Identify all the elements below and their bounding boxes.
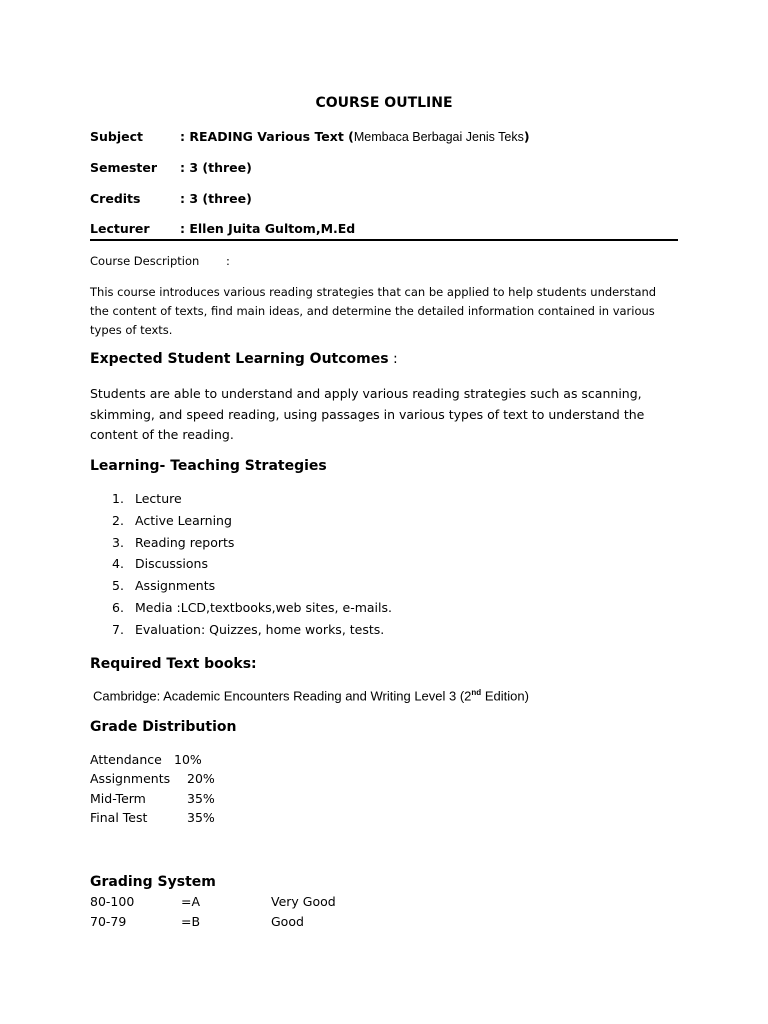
- header-divider: [90, 239, 678, 241]
- outcomes-heading-text: Expected Student Learning Outcomes: [90, 351, 389, 367]
- list-item-text: Evaluation: Quizzes, home works, tests.: [135, 621, 385, 637]
- grade-description: Very Good: [271, 894, 336, 909]
- table-row: [90, 894, 490, 914]
- semester-value: : 3 (three): [180, 160, 252, 175]
- table-row: [90, 752, 390, 771]
- course-description-label: Course Description: [90, 254, 200, 268]
- grade-component: Final Test: [90, 809, 148, 825]
- grade-description: Good: [271, 914, 304, 929]
- list-item-number: 6.: [112, 599, 124, 615]
- grading-system-table: [90, 894, 490, 934]
- grade-component: Attendance: [90, 752, 162, 767]
- outcomes-text: Students are able to understand and apply various reading strategies such as scanning, skimming, and speed reading, using passages in various types of text to understand the content of the reading.: [90, 386, 645, 442]
- grade-weight: 35%: [187, 809, 215, 825]
- letter-grade: =A: [181, 894, 201, 909]
- textbooks-heading-colon: :: [251, 656, 257, 672]
- subject-value-bold: : READING Various Text (: [180, 129, 354, 144]
- list-item-text: Media :LCD,textbooks,web sites, e-mails.: [135, 599, 392, 615]
- list-item-number: 5.: [112, 578, 124, 594]
- lecturer-value: : Ellen Juita Gultom,M.Ed: [180, 221, 356, 236]
- strategies-heading: Learning- Teaching Strategies: [90, 458, 327, 474]
- score-range: 80-100: [90, 894, 135, 909]
- list-item-number: 1.: [112, 491, 124, 506]
- list-item-number: 3.: [112, 534, 124, 550]
- list-item-number: 4.: [112, 556, 124, 572]
- grading-system-heading: Grading System: [90, 874, 216, 890]
- subject-value-translation: Membaca Berbagai Jenis Teks: [353, 130, 524, 144]
- list-item-text: Assignments: [135, 578, 216, 594]
- table-row: [90, 791, 390, 810]
- credits-value: : 3 (three): [180, 191, 252, 206]
- list-item-text: Discussions: [135, 556, 208, 572]
- course-description-text: This course introduces various reading strategies that can be applied to help students understand the content of texts, find main ideas, and determine the detailed information contained in various types of texts.: [90, 285, 657, 337]
- semester-label: Semester: [90, 160, 158, 175]
- grade-component: Mid-Term: [90, 790, 146, 806]
- table-row: [90, 810, 390, 829]
- credits-label: Credits: [90, 191, 141, 206]
- list-item-text: Reading reports: [135, 534, 235, 550]
- list-item-text: Active Learning: [135, 512, 232, 528]
- grade-distribution-table: [90, 752, 390, 829]
- grade-weight: 10%: [174, 752, 202, 767]
- list-item-text: Lecture: [135, 491, 182, 506]
- textbooks-heading-text: Required Text books: [90, 656, 252, 672]
- subject-value: [180, 129, 530, 144]
- table-row: [90, 771, 390, 790]
- textbooks-heading: [90, 656, 257, 672]
- outcomes-heading-colon: :: [388, 351, 398, 367]
- letter-grade: =B: [181, 914, 201, 929]
- list-item-number: 7.: [112, 621, 124, 637]
- grade-component: Assignments: [90, 771, 171, 787]
- textbook-edition-suffix: nd: [471, 688, 482, 697]
- subject-label: Subject: [90, 129, 143, 144]
- grade-distribution-heading: Grade Distribution: [90, 719, 237, 735]
- score-range: 70-79: [90, 914, 127, 929]
- grade-weight: 20%: [187, 771, 215, 787]
- lecturer-label: Lecturer: [90, 221, 150, 236]
- table-row: [90, 914, 490, 934]
- list-item-number: 2.: [112, 512, 124, 528]
- course-description-colon: :: [226, 254, 230, 268]
- textbook-title: Cambridge: Academic Encounters Reading and Writing Level 3 (2: [93, 688, 472, 704]
- outcomes-heading: [90, 351, 398, 367]
- textbook-entry: [93, 688, 529, 703]
- grade-weight: 35%: [187, 790, 215, 806]
- textbook-edition: Edition): [481, 688, 529, 704]
- subject-value-close: ): [523, 129, 530, 144]
- page-title: COURSE OUTLINE: [315, 95, 453, 111]
